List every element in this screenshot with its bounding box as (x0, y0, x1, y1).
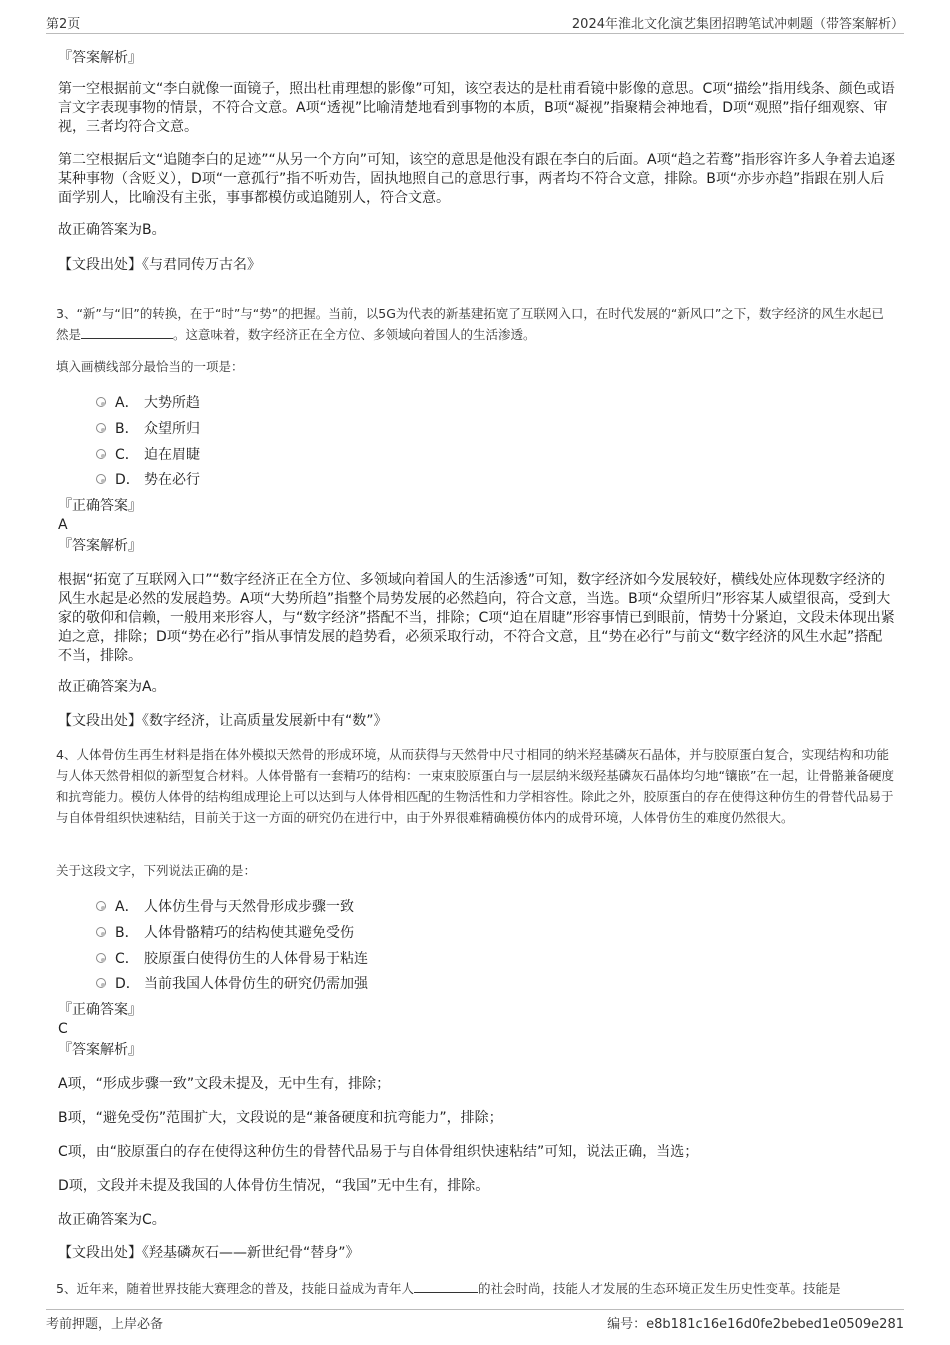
q4-conclusion: 故正确答案为C。 (58, 1212, 166, 1228)
option-text: 当前我国人体骨仿生的研究仍需加强 (144, 976, 368, 992)
option-text: 大势所趋 (144, 395, 200, 411)
q3-stem-part-1: 3、“新”与“旧”的转换，在于“时”与“势”的把握。当前，以5G为代表的新基建拓宽了互联网入口，在时代发展的“新风口”之下，数字经济的风生水起已然是 (56, 306, 884, 342)
q4-answer: C (58, 1021, 68, 1037)
radio-button[interactable] (96, 449, 106, 459)
q4-prompt: 关于这段文字，下列说法正确的是： (56, 863, 257, 878)
radio-button[interactable] (96, 474, 106, 484)
q5-stem-part-2: 的社会时尚，技能人才发展的生态环境正发生历史性变革。技能是 (477, 1281, 841, 1296)
q3-conclusion: 故正确答案为A。 (58, 679, 166, 695)
footer-slogan: 考前押题，上岸必备 (46, 1317, 164, 1332)
q2-analysis-paragraph-2: 第二空根据后文“追随李白的足迹”“从另一个方向”可知，该空的意思是他没有跟在李白的后面。A项“趋之若鹜”指形容许多人争着去追逐某种事物（含贬义），D项“一意孤行”指不听劝告，固执地照自己的意思行事，两者均不符合文意，排除。B项“亦步亦趋”指跟在别人后面学别人，比喻没有主张，事事都模仿或追随别人，符合文意。 (58, 152, 896, 206)
option-text: 势在必行 (144, 472, 200, 488)
q3-answer-label: 『正确答案』 (58, 498, 142, 514)
q4-option-d[interactable] (96, 973, 596, 995)
document-code: 编号：e8b181c16e16d0fe2bebed1e0509e281 (607, 1317, 904, 1332)
q4-analysis-a: A项，“形成步骤一致”文段未提及，无中生有，排除； (58, 1076, 391, 1092)
q4-stem: 4、人体骨仿生再生材料是指在体外模拟天然骨的形成环境，从而获得与天然骨中尺寸相同的纳米羟基磷灰石晶体，并与胶原蛋白复合，实现结构和功能与人体天然骨相似的新型复合材料。人体骨骼有一套精巧的结构：一束束胶原蛋白与一层层纳米级羟基磷灰石晶体均匀地“镶嵌”在一起，让骨骼兼备硬度和抗弯能力。模仿人体骨的结构组成理论上可以达到与人体骨相匹配的生物活性和力学相容性。除此之外，胶原蛋白的存在使得这种仿生的骨替代品易于与自体骨组织快速粘结，目前关于这一方面的研究仍在进行中，由于外界很难精确模仿体内的成骨环境，人体骨仿生的难度仍然很大。 (56, 747, 894, 825)
q5-stem (56, 1278, 896, 1299)
option-letter: D． (115, 472, 140, 488)
option-letter: C． (115, 951, 139, 967)
q2-source: 【文段出处】《与君同传万古名》 (58, 257, 261, 273)
q3-option-b[interactable] (96, 418, 596, 440)
footer-divider (46, 1309, 904, 1310)
option-text: 胶原蛋白使得仿生的人体骨易于粘连 (144, 951, 368, 967)
q4-source: 【文段出处】《羟基磷灰石——新世纪骨“替身”》 (58, 1245, 360, 1261)
option-text: 迫在眉睫 (144, 447, 200, 463)
option-letter: D． (115, 976, 140, 992)
q3-blank (81, 325, 173, 339)
option-text: 人体骨骼精巧的结构使其避免受伤 (144, 925, 354, 941)
q2-analysis-paragraph-1: 第一空根据前文“李白就像一面镜子，照出杜甫理想的影像”可知，该空表达的是杜甫看镜中影像的意思。C项“描绘”指用线条、颜色或语言文字表现事物的情景，不符合文意。A项“透视”比喻清楚地看到事物的本质，B项“凝视”指聚精会神地看，D项“观照”指仔细观察、审视，三者均符合文意。 (58, 81, 895, 135)
option-text: 众望所归 (144, 421, 200, 437)
radio-button[interactable] (96, 423, 106, 433)
q3-option-a[interactable] (96, 392, 596, 414)
q3-analysis-label: 『答案解析』 (58, 538, 142, 554)
q3-analysis: 根据“拓宽了互联网入口”“数字经济正在全方位、多领域向着国人的生活渗透”可知，数字经济如今发展较好，横线处应体现数字经济的风生水起是必然的发展趋势。A项“大势所趋”指整个局势发展的必然趋向，符合文意，当选。B项“众望所归”形容某人威望很高，受到大家的敬仰和信赖，一般用来形容人，与“数字经济”搭配不当，排除；C项“迫在眉睫”形容事情已到眼前，情势十分紧迫，文段未体现出紧迫之意，排除；D项“势在必行”指从事情发展的趋势看，必须采取行动，不符合文意，且“势在必行”与前文“数字经济的风生水起”搭配不当，排除。 (58, 572, 895, 664)
page-number: 第2页 (46, 17, 81, 32)
q3-stem (56, 303, 896, 345)
q4-option-b[interactable] (96, 922, 596, 944)
q3-source: 【文段出处】《数字经济，让高质量发展新中有“数”》 (58, 713, 388, 729)
page-header (46, 13, 904, 33)
option-text: 人体仿生骨与天然骨形成步骤一致 (144, 899, 354, 915)
option-letter: B． (115, 421, 139, 437)
option-letter: C． (115, 447, 139, 463)
q5-stem-part-1: 5、近年来，随着世界技能大赛理念的普及，技能日益成为青年人 (56, 1281, 414, 1296)
option-letter: A． (115, 395, 139, 411)
q3-prompt: 填入画横线部分最恰当的一项是： (56, 359, 244, 374)
radio-button[interactable] (96, 927, 106, 937)
radio-button[interactable] (96, 953, 106, 963)
radio-button[interactable] (96, 901, 106, 911)
option-letter: A． (115, 899, 139, 915)
q4-analysis-b: B项，“避免受伤”范围扩大，文段说的是“兼备硬度和抗弯能力”，排除； (58, 1110, 503, 1126)
q4-analysis-d: D项，文段并未提及我国的人体骨仿生情况，“我国”无中生有，排除。 (58, 1178, 490, 1194)
q3-option-c[interactable] (96, 444, 596, 466)
q2-conclusion: 故正确答案为B。 (58, 222, 166, 238)
q2-analysis-label: 『答案解析』 (58, 50, 142, 66)
q4-option-a[interactable] (96, 896, 596, 918)
option-letter: B． (115, 925, 139, 941)
q3-option-d[interactable] (96, 469, 596, 491)
q3-answer: A (58, 517, 68, 533)
q3-stem-part-2: 。这意味着，数字经济正在全方位、多领域向着国人的生活渗透。 (173, 327, 536, 342)
q4-answer-label: 『正确答案』 (58, 1002, 142, 1018)
q4-option-c[interactable] (96, 948, 596, 970)
q4-analysis-label: 『答案解析』 (58, 1042, 142, 1058)
q4-analysis-c: C项，由“胶原蛋白的存在使得这种仿生的骨替代品易于与自体骨组织快速粘结”可知，说法正确，当选； (58, 1144, 699, 1160)
radio-button[interactable] (96, 397, 106, 407)
radio-button[interactable] (96, 978, 106, 988)
header-divider (46, 33, 904, 34)
document-title: 2024年淮北文化演艺集团招聘笔试冲刺题（带答案解析） (571, 17, 904, 32)
q5-blank (414, 1279, 478, 1293)
